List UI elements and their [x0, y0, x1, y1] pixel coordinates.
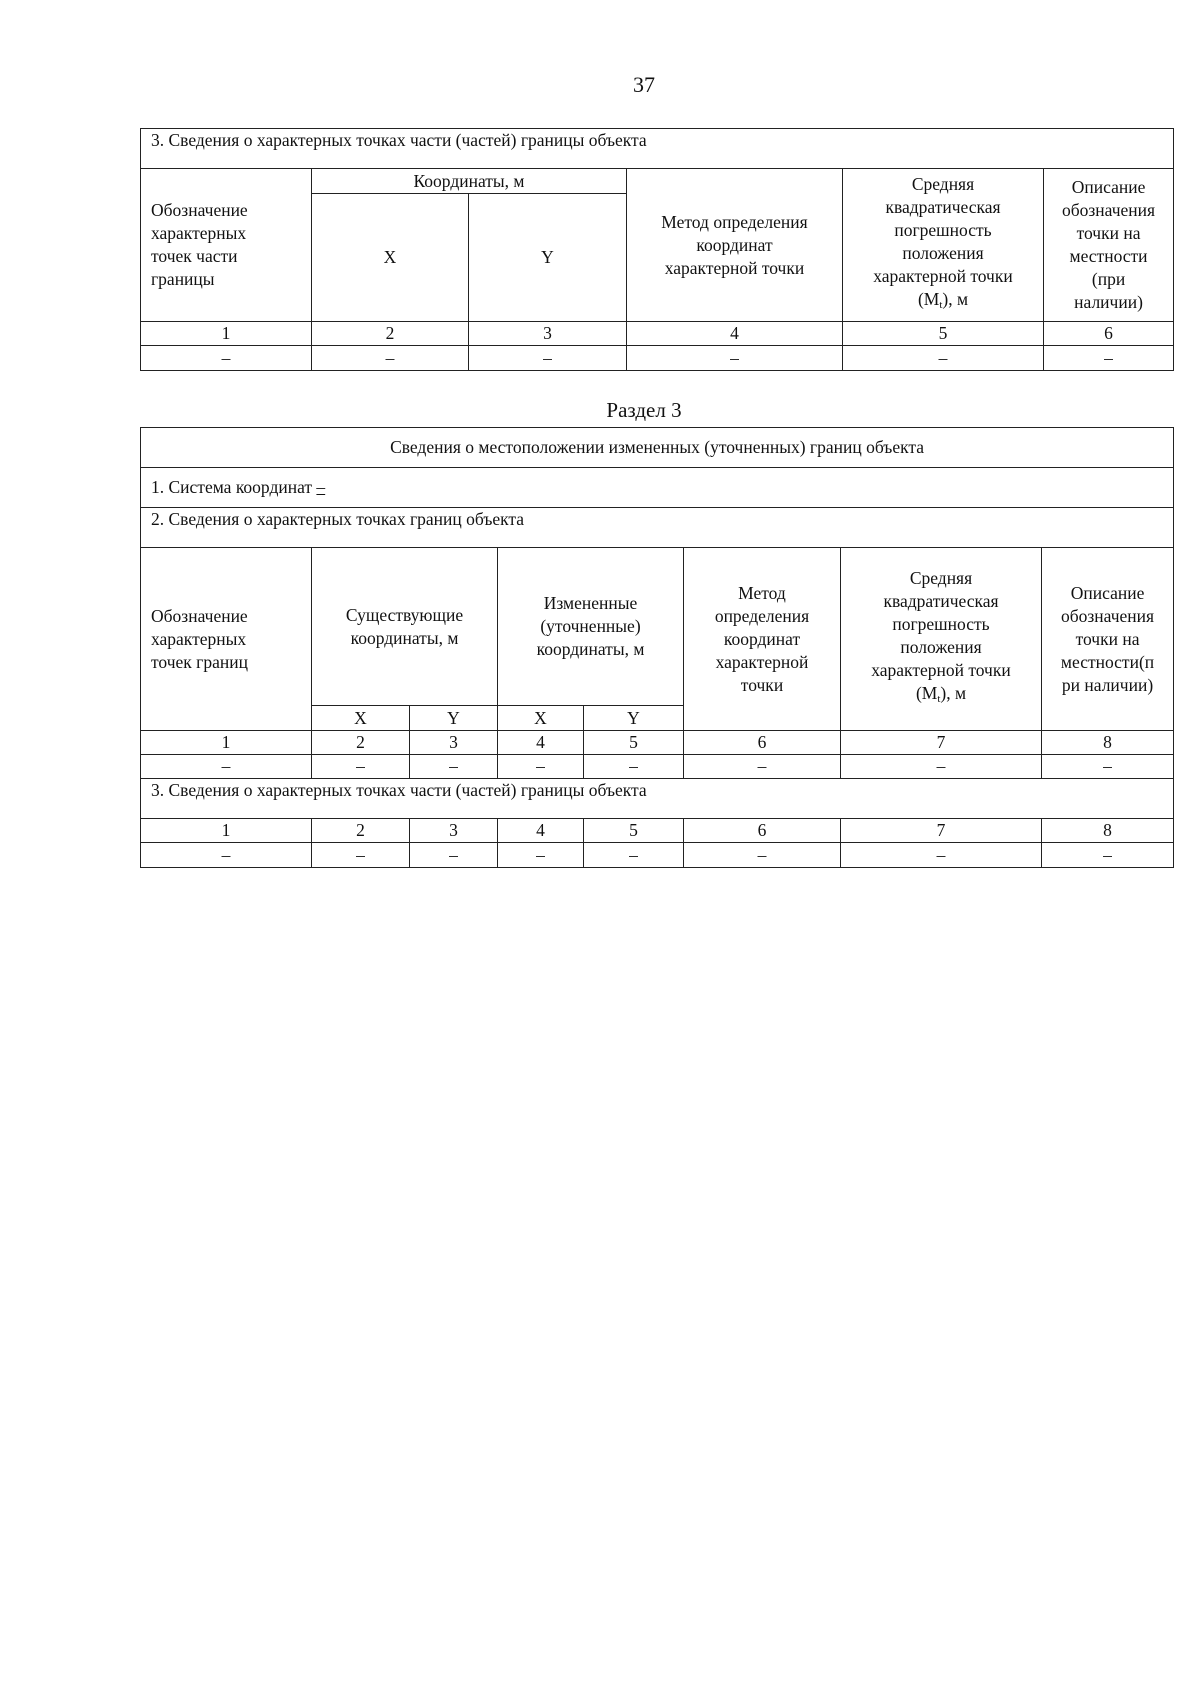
column-number: 6 — [684, 819, 841, 843]
description-header: Описание обозначения точки на местности(п ри наличии) — [1042, 548, 1174, 731]
section-title: Раздел 3 — [606, 398, 682, 422]
empty-cell: – — [312, 755, 410, 779]
x-header: X — [498, 706, 584, 731]
empty-cell: – — [584, 755, 684, 779]
empty-cell: – — [684, 755, 841, 779]
column-number: 7 — [841, 731, 1042, 755]
empty-cell: – — [312, 843, 410, 868]
column-number: 2 — [312, 731, 410, 755]
column-number: 1 — [141, 819, 312, 843]
empty-cell: – — [841, 755, 1042, 779]
empty-cell: – — [410, 843, 498, 868]
column-number: 6 — [1044, 322, 1174, 346]
empty-cell: – — [1044, 346, 1174, 371]
table-row — [141, 346, 1174, 371]
x-header: X — [312, 194, 469, 322]
y-header: Y — [584, 706, 684, 731]
coordinate-system: 1. Система координат – — [141, 468, 1174, 508]
table-row — [141, 843, 1174, 868]
method-header: Метод определения координат характерной точки — [684, 548, 841, 731]
changed-boundaries-table — [140, 427, 1174, 868]
empty-cell: – — [627, 346, 843, 371]
empty-cell: – — [841, 843, 1042, 868]
error-header: Средняя квадратическая погрешность положения характерной точки $(M_t)$, м — [841, 548, 1042, 731]
empty-cell: – — [1042, 755, 1174, 779]
empty-cell: – — [469, 346, 627, 371]
empty-cell: – — [141, 346, 312, 371]
column-number: 4 — [627, 322, 843, 346]
error-header: Средняя квадратическая погрешность положения характерной точки $(M_t)$, м — [843, 169, 1044, 322]
empty-cell: – — [584, 843, 684, 868]
empty-cell: – — [141, 755, 312, 779]
method-header: Метод определения координат характерной точки — [627, 169, 843, 322]
page-number: 37 — [633, 72, 655, 97]
column-number: 8 — [1042, 819, 1174, 843]
column-number: 5 — [843, 322, 1044, 346]
empty-cell: – — [312, 346, 469, 371]
column-number: 7 — [841, 819, 1042, 843]
column-number: 3 — [410, 819, 498, 843]
empty-cell: – — [410, 755, 498, 779]
empty-cell: – — [843, 346, 1044, 371]
column-numbers-row — [141, 731, 1174, 755]
column-number: 4 — [498, 731, 584, 755]
empty-cell: – — [684, 843, 841, 868]
points-title: 2. Сведения о характерных точках границ объекта — [141, 508, 1174, 548]
column-number: 8 — [1042, 731, 1174, 755]
column-number: 5 — [584, 819, 684, 843]
coordinates-header: Координаты, м — [312, 169, 627, 194]
changed-coordinates-header: Измененные (уточненные) координаты, м — [498, 548, 684, 706]
designation-header: Обозначение характерных точек части границы — [141, 169, 312, 322]
y-header: Y — [469, 194, 627, 322]
y-header: Y — [410, 706, 498, 731]
column-number: 1 — [141, 322, 312, 346]
column-number: 3 — [469, 322, 627, 346]
column-number: 1 — [141, 731, 312, 755]
coordinate-system-value: – — [316, 477, 326, 497]
column-number: 2 — [312, 819, 410, 843]
column-number: 2 — [312, 322, 469, 346]
column-number: 4 — [498, 819, 584, 843]
part-points-table — [140, 128, 1174, 371]
empty-cell: – — [1042, 843, 1174, 868]
empty-cell: – — [141, 843, 312, 868]
column-number: 6 — [684, 731, 841, 755]
column-number: 5 — [584, 731, 684, 755]
part-points-title: 3. Сведения о характерных точках части (частей) границы объекта — [141, 779, 1174, 819]
existing-coordinates-header: Существующие координаты, м — [312, 548, 498, 706]
column-number: 3 — [410, 731, 498, 755]
column-numbers-row — [141, 819, 1174, 843]
description-header: Описание обозначения точки на местности (при наличии) — [1044, 169, 1174, 322]
empty-cell: – — [498, 843, 584, 868]
table-title: 3. Сведения о характерных точках части (частей) границы объекта — [141, 129, 1174, 169]
table-title: Сведения о местоположении измененных (уточненных) границ объекта — [141, 428, 1174, 468]
x-header: X — [312, 706, 410, 731]
table-row — [141, 755, 1174, 779]
column-numbers-row — [141, 322, 1174, 346]
designation-header: Обозначение характерных точек границ — [141, 548, 312, 731]
empty-cell: – — [498, 755, 584, 779]
